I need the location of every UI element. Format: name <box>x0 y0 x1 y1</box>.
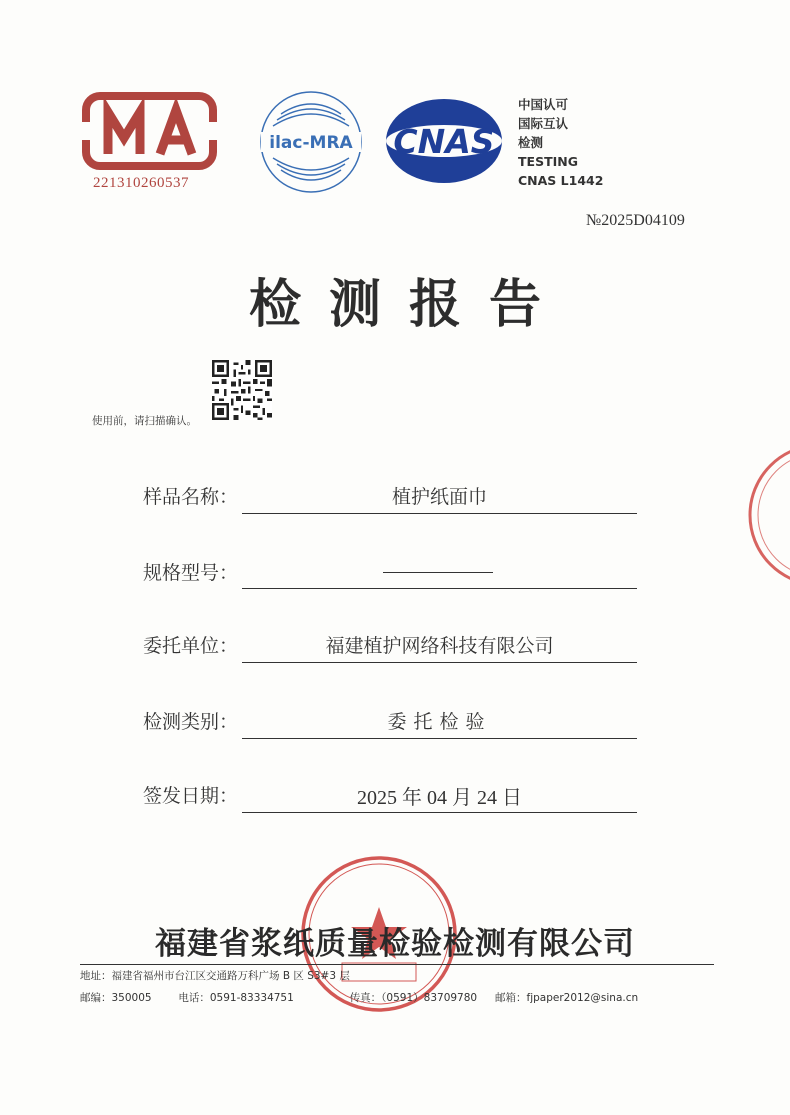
page-title: 检测报告 <box>248 274 569 335</box>
phone: 电话：0591-83334751 <box>178 992 294 1004</box>
accreditation-line: 国际互认 <box>518 116 569 131</box>
edge-seal <box>740 440 790 590</box>
field-underline <box>242 738 637 739</box>
accreditation-line: TESTING <box>518 154 578 169</box>
sample-name-value: 植护纸面巾 <box>391 486 487 508</box>
sample-name-label: 样品名称： <box>143 486 239 508</box>
blank-dash <box>383 572 493 573</box>
issue-date-label: 签发日期： <box>143 785 239 807</box>
field-underline <box>242 588 637 589</box>
model-label: 规格型号： <box>143 562 239 584</box>
cnas-logo <box>382 96 506 186</box>
email: 邮箱：fjpaper2012@sina.cn <box>495 992 639 1004</box>
field-underline <box>242 812 637 813</box>
company-address: 地址：福建省福州市台江区交通路万科广场 B 区 S3#3 层 <box>80 970 350 982</box>
cma-logo <box>82 92 217 170</box>
ilac-mra-logo <box>257 88 365 196</box>
client-value: 福建植护网络科技有限公司 <box>325 635 554 657</box>
client-label: 委托单位： <box>143 635 239 657</box>
svg-text:CNAS: CNAS <box>393 122 495 161</box>
company-name: 福建省浆纸质量检验检测有限公司 <box>155 926 635 962</box>
footer-divider <box>80 964 714 965</box>
test-type-label: 检测类别： <box>143 711 239 733</box>
postcode: 邮编：350005 <box>80 992 152 1004</box>
report-number: №2025D04109 <box>586 212 685 229</box>
accreditation-text <box>518 95 603 190</box>
accreditation-line: CNAS L1442 <box>518 173 604 188</box>
qr-instruction: 使用前，请扫描确认。 <box>92 415 197 427</box>
contact-info <box>80 990 638 1005</box>
issue-date-value: 2025 年 04 月 24 日 <box>357 787 522 809</box>
cma-code: 221310260537 <box>93 175 189 191</box>
qr-code[interactable] <box>212 360 272 420</box>
field-underline <box>242 513 637 514</box>
fax: 传真：（0591）83709780 <box>349 992 478 1004</box>
field-underline <box>242 662 637 663</box>
accreditation-line: 检测 <box>518 135 544 150</box>
accreditation-line: 中国认可 <box>518 97 569 112</box>
test-type-value: 委托检验 <box>387 711 492 733</box>
svg-text:ilac-MRA: ilac-MRA <box>269 133 353 153</box>
